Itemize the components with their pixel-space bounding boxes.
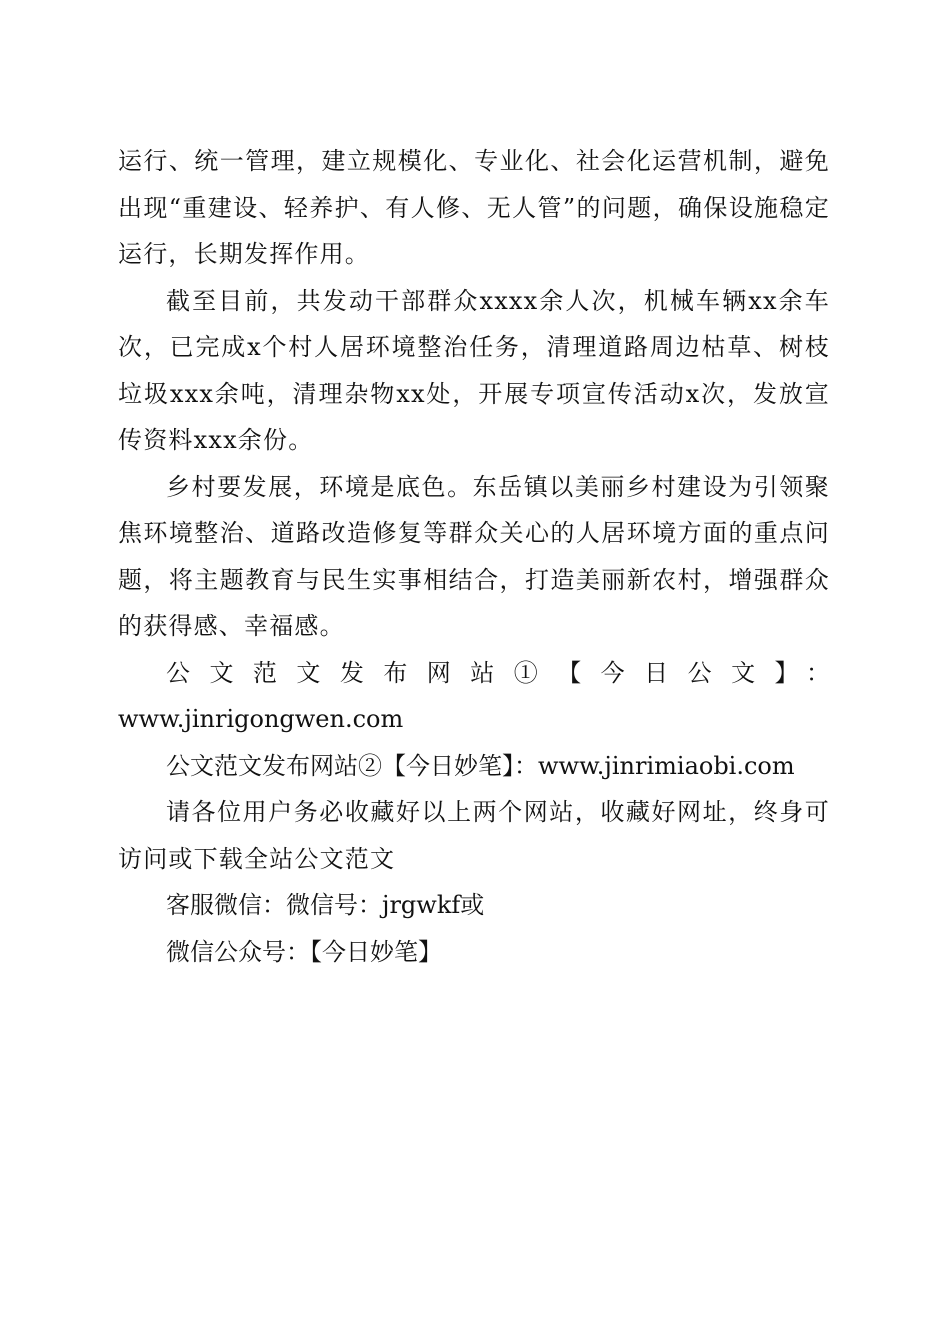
paragraph-2: 截至目前，共发动干部群众xxxx余人次，机械车辆xx余车次，已完成x个村人居环境整治任务，清理道路周边枯草、树枝垃圾xxx余吨，清理杂物xx处，开展专项宣传活动x次，发放宣传资料xxx余份。 (118, 286, 830, 454)
site1-url[interactable]: www.jinrigongwen.com (118, 705, 404, 733)
paragraph-3: 乡村要发展，环境是底色。东岳镇以美丽乡村建设为引领聚焦环境整治、道路改造修复等群众关心的人居环境方面的重点问题，将主题教育与民生实事相结合，打造美丽新农村，增强群众的获得感、幸福感。 (118, 472, 830, 640)
paragraph-1: 运行、统一管理，建立规模化、专业化、社会化运营机制，避免出现“重建设、轻养护、有人修、无人管”的问题，确保设施稳定运行，长期发挥作用。 (118, 147, 830, 268)
bookmark-notice: 请各位用户务必收藏好以上两个网站，收藏好网址，终身可访问或下载全站公文范文 (118, 798, 830, 873)
public-account: 微信公众号：【今日妙笔】 (166, 937, 442, 966)
document-page (118, 138, 830, 975)
service-wechat: 客服微信：微信号：jrgwkf或 (166, 891, 485, 919)
site2-line[interactable]: 公文范文发布网站②【今日妙笔】：www.jinrimiaobi.com (166, 751, 795, 780)
site1-label: 公文范文发布网站①【今日公文】： (166, 658, 830, 687)
